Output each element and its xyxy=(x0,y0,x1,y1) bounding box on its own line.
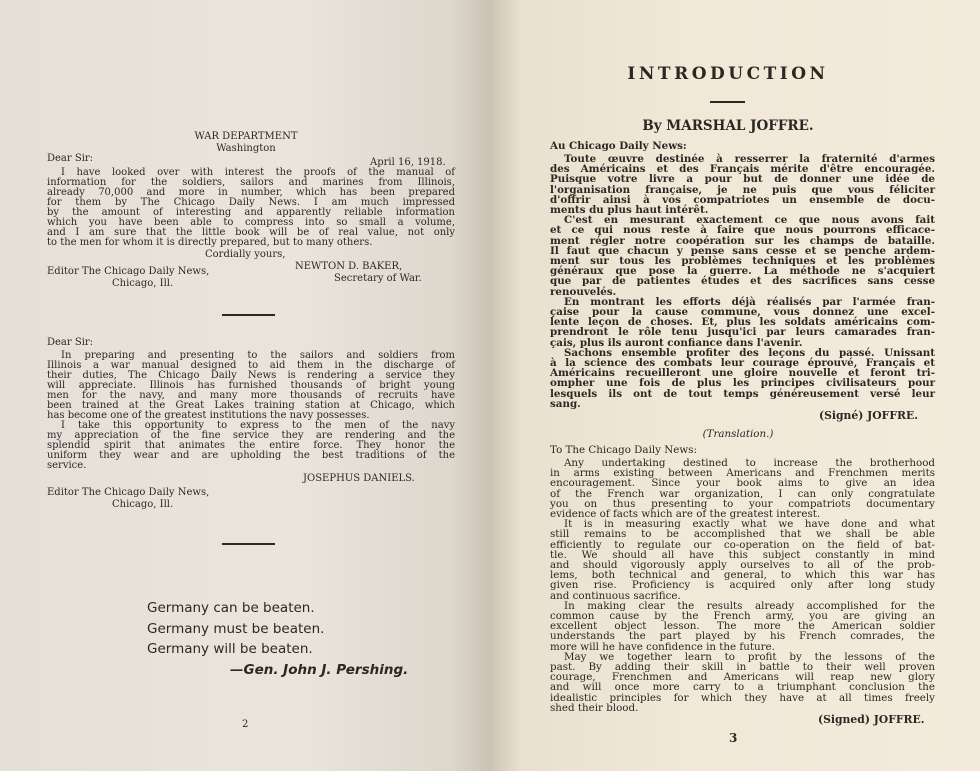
text-line: lems, both technical and general, to which this war has xyxy=(550,569,935,582)
text-line: Sachons ensemble profiter des leçons du passé. Unissant xyxy=(564,346,935,359)
text-line: has become one of the greatest institutions the navy possesses. xyxy=(47,410,370,421)
french-body xyxy=(550,154,935,409)
text-line: Toute œuvre destinée à resserrer la fraternité d'armes xyxy=(564,153,935,165)
text-line: des Américains et des Français mérite d'être encouragée. xyxy=(550,163,935,176)
letter1-addressee: Editor The Chicago Daily News, xyxy=(47,266,210,277)
text-line: splendid spirit that animates the entire force. They honor the xyxy=(47,440,455,451)
text-line: and I am sure that the little book will be of real value, not only xyxy=(47,227,455,238)
english-body xyxy=(550,458,935,713)
text-line: Puisque votre livre a pour but de donner une idée de xyxy=(550,173,935,186)
quote-line: Germany can be beaten. xyxy=(147,600,315,616)
text-line: idealistic principles for which they have at all times freely xyxy=(550,691,935,704)
text-line: Il faut que chacun y pense sans cesse et se penche ardem- xyxy=(550,244,935,257)
text-line: and will once more carry to a triumphant conclusion the xyxy=(550,681,935,694)
text-line: çais, plus ils auront confiance dans l'avenir. xyxy=(550,336,803,349)
text-line: their duties, The Chicago Daily News is rendering a service they xyxy=(47,370,455,381)
text-line: It is in measuring exactly what we have done and what xyxy=(564,518,935,531)
text-line: lesquels ils ont de tout temps généreusement versé leur xyxy=(550,387,935,400)
text-line: Américains recueilleront une gloire nouvelle et feront tri- xyxy=(550,367,935,380)
text-line: in arms existing between Americans and Frenchmen merits xyxy=(550,467,935,480)
page-number: 3 xyxy=(729,731,738,745)
letter1-salutation: Dear Sir: xyxy=(47,153,94,164)
letter1-body xyxy=(47,168,455,248)
letter2-signature: JOSEPHUS DANIELS. xyxy=(303,473,415,484)
text-line: evidence of facts which are of the greatest interest. xyxy=(550,508,821,521)
text-line: uniform they wear and are upholding the best traditions of the xyxy=(47,450,455,461)
text-line: renouvelés. xyxy=(550,285,617,298)
text-line: sang. xyxy=(550,397,581,410)
divider xyxy=(222,314,275,316)
english-salutation: To The Chicago Daily News: xyxy=(550,444,697,456)
text-line: efficiently to regulate our co-operation on the field of bat- xyxy=(550,538,935,551)
text-line: ompher une fois de plus les principes civilisateurs pour xyxy=(550,377,935,390)
text-line: excellent object lesson. The more the American soldier xyxy=(550,620,935,633)
divider xyxy=(710,101,745,103)
divider xyxy=(222,543,275,545)
text-line: lente leçon de choses. Et, plus les soldats américains com- xyxy=(550,316,935,329)
text-line: given rise. Proficiency is acquired only after long study xyxy=(550,579,935,592)
text-line: In preparing and presenting to the sailors and soldiers from xyxy=(61,350,455,361)
text-line: information for the soldiers, sailors and marines from Illinois, xyxy=(47,177,455,188)
text-line: ments du plus haut intérêt. xyxy=(550,204,709,217)
text-line: ment régler notre coopération sur les champs de bataille. xyxy=(550,234,935,247)
text-line: prendront le rôle tenu jusqu'ici par leurs camarades fran- xyxy=(550,326,935,339)
text-line: Any undertaking destined to increase the brotherhood xyxy=(564,457,935,469)
letter1-signature: NEWTON D. BAKER, xyxy=(295,261,403,272)
text-line: my appreciation of the fine service they are rendering and the xyxy=(47,430,455,441)
text-line: l'organisation française, je ne puis que vous féliciter xyxy=(550,183,935,196)
text-line: of the French war organization, I can only congratulate xyxy=(550,487,935,500)
text-line: common cause by the French army, you are giving an xyxy=(550,610,935,623)
text-line: Illinois a war manual designed to aid them in the discharge of xyxy=(47,360,455,371)
page-title: INTRODUCTION xyxy=(627,64,829,84)
french-salutation: Au Chicago Daily News: xyxy=(550,140,687,152)
letter1-heading: WAR DEPARTMENT xyxy=(194,131,298,142)
quote-line: Germany must be beaten. xyxy=(147,620,325,637)
english-signature: (Signed) JOFFRE. xyxy=(818,713,925,726)
text-line: tle. We should all have this subject constantly in mind xyxy=(550,548,935,561)
text-line: En montrant les efforts déjà réalisés par l'armée fran- xyxy=(564,295,935,308)
letter2-addressee: Editor The Chicago Daily News, xyxy=(47,487,210,498)
text-line: and continuous sacrifice. xyxy=(550,589,681,602)
text-line: çaise pour la cause commune, vous donnez une excel- xyxy=(550,306,935,319)
letter1-subheading: Washington xyxy=(216,143,276,154)
text-line: and should vigorously apply ourselves to all of the prob- xyxy=(550,559,935,572)
text-line: May we together learn to profit by the lessons of the xyxy=(564,650,935,663)
text-line: will appreciate. Illinois has furnished thousands of bright young xyxy=(47,380,455,391)
text-line: ment sur tous les problèmes techniques et les problèmes xyxy=(550,255,935,268)
letter1-date: April 16, 1918. xyxy=(370,157,446,168)
translation-label: (Translation.) xyxy=(702,428,774,440)
french-signature: (Signé) JOFFRE. xyxy=(819,409,918,422)
text-line: généraux que pose la guerre. La méthode ne s'acquiert xyxy=(550,265,935,278)
text-line: et ce qui nous reste à faire que nous pourrons efficace- xyxy=(550,224,935,237)
text-line: shed their blood. xyxy=(550,701,639,714)
text-line: more will he have confidence in the future. xyxy=(550,640,775,653)
text-line: à la science des combats leur courage éprouvé, Français et xyxy=(550,357,935,370)
text-line: understands the part played by his French comrades, the xyxy=(550,630,935,643)
text-line: que par de patientes études et des sacrifices sans cesse xyxy=(550,275,935,288)
text-line: past. By adding their skill in battle to their well proven xyxy=(550,661,935,674)
letter1-signature-title: Secretary of War. xyxy=(334,273,422,284)
text-line: d'offrir ainsi à vos compatriotes un ensemble de docu- xyxy=(550,193,935,206)
text-line: by the amount of interesting and apparently reliable information xyxy=(47,207,455,218)
text-line: C'est en mesurant exactement ce que nous avons fait xyxy=(564,214,935,227)
text-line: courage, Frenchmen and Americans will reap new glory xyxy=(550,671,935,684)
text-line: I have looked over with interest the proofs of the manual of xyxy=(61,167,455,178)
text-line: already 70,000 and more in number, which has been prepared xyxy=(47,187,455,198)
text-line: you on thus presenting to your compatriots documentary xyxy=(550,497,935,510)
page-number: 2 xyxy=(242,719,249,730)
text-line: been trained at the Great Lakes training station at Chicago, which xyxy=(47,400,455,411)
right-page xyxy=(492,0,980,771)
quote-attribution: —Gen. John J. Pershing. xyxy=(230,661,409,678)
text-line: men for the navy, and many more thousands of recruits have xyxy=(47,390,455,401)
text-line: service. xyxy=(47,460,87,471)
text-line: encouragement. Since your book aims to give an idea xyxy=(550,477,935,490)
text-line: to the men for whom it is directly prepared, but to many others. xyxy=(47,237,373,248)
letter2-addressee-city: Chicago, Ill. xyxy=(112,499,174,510)
letter1-addressee-city: Chicago, Ill. xyxy=(112,278,174,289)
text-line: In making clear the results already accomplished for the xyxy=(564,599,935,612)
text-line: which you have been able to compress into so small a volume, xyxy=(47,217,455,228)
letter2-body xyxy=(47,351,455,471)
pershing-quote xyxy=(147,598,408,680)
byline: By MARSHAL JOFFRE. xyxy=(642,118,814,134)
letter2-salutation: Dear Sir: xyxy=(47,337,94,348)
text-line: for them by The Chicago Daily News. I am much impressed xyxy=(47,197,455,208)
quote-line: Germany will be beaten. xyxy=(147,641,313,657)
text-line: still remains to be accomplished that we shall be able xyxy=(550,528,935,541)
text-line: I take this opportunity to express to the men of the navy xyxy=(61,420,455,431)
letter1-closing: Cordially yours, xyxy=(205,249,286,260)
